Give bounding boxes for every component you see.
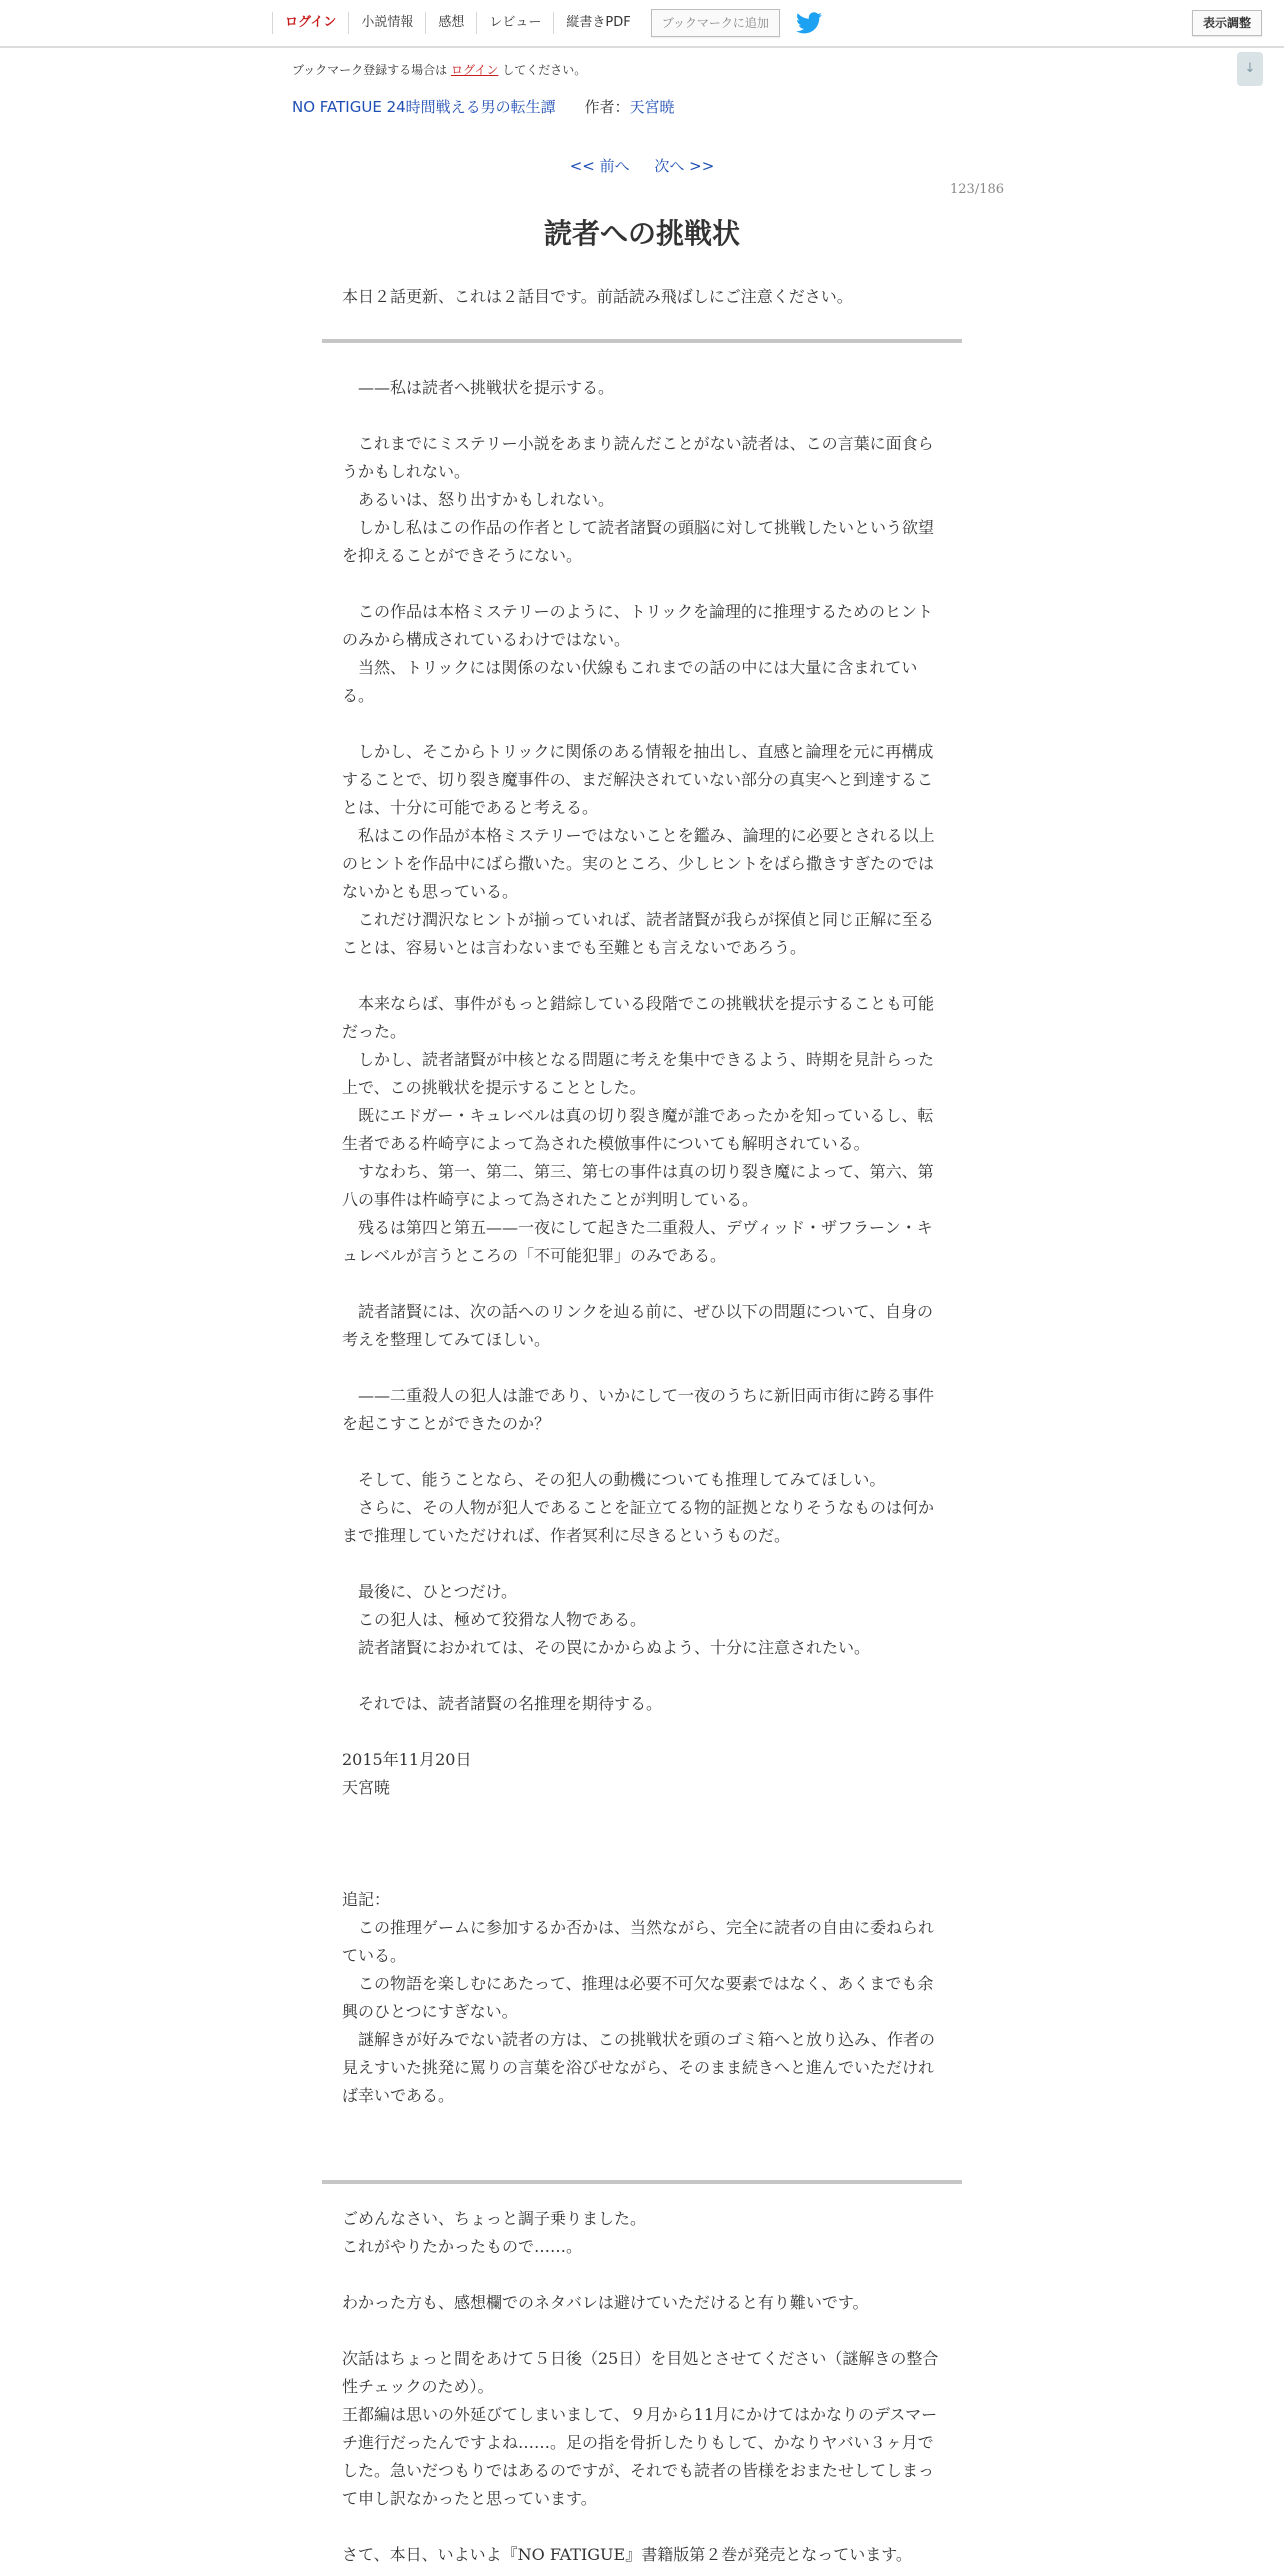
body-line: を抑えることができそうにない。: [342, 546, 583, 565]
afterword-line: [342, 2513, 942, 2541]
afterword: [342, 2205, 942, 2569]
body-line: とは、十分に可能であると考える。: [342, 798, 599, 817]
bookmark-notice-prefix: ブックマーク登録する場合は: [292, 63, 448, 77]
body-line: 読者諸賢におかれては、その罠にかからぬよう、十分に注意されたい。: [342, 1638, 871, 1657]
body-line: 追記：: [342, 1890, 391, 1909]
bookmark-notice-suffix: してください。: [502, 63, 587, 77]
afterword-line: さて、本日、いよいよ『NO FATIGUE』書籍版第２巻が発売となっています。: [342, 2545, 912, 2564]
body-line: [342, 1718, 942, 1746]
body-line: ——二重殺人の犯人は誰であり、いかにして一夜のうちに新旧両市街に跨る事件: [342, 1386, 935, 1405]
nav-novel-info[interactable]: 小説情報: [348, 12, 425, 34]
body-line: 興のひとつにすぎない。: [342, 2002, 518, 2021]
body-line: これまでにミステリー小説をあまり読んだことがない読者は、この言葉に面食ら: [342, 434, 934, 453]
body-line: [342, 1830, 942, 1858]
next-chapter-link[interactable]: 次へ >>: [654, 157, 715, 175]
nav-review[interactable]: レビュー: [476, 12, 553, 34]
body-line: ことは、容易いとは言わないまでも至難とも言えないであろう。: [342, 938, 807, 957]
afterword-line: [342, 2261, 942, 2289]
nav-vertical-pdf[interactable]: 縦書きPDF: [553, 12, 642, 34]
afterword-line: [342, 2317, 942, 2345]
body-line: 最後に、ひとつだけ。: [342, 1582, 518, 1601]
body-line: ——私は読者へ挑戦状を提示する。: [342, 378, 615, 397]
body-line: 私はこの作品が本格ミステリーではないことを鑑み、論理的に必要とされる以上: [342, 826, 935, 845]
afterword-line: わかった方も、感想欄でのネタバレは避けていただけると有り難いです。: [342, 2293, 869, 2312]
body-line: [342, 1550, 942, 1578]
prev-chapter-link[interactable]: << 前へ: [569, 157, 630, 175]
display-settings-button[interactable]: 表示調整: [1192, 10, 1262, 36]
body-line: [342, 1858, 942, 1886]
body-line: ば幸いである。: [342, 2086, 455, 2105]
preface-separator: [322, 339, 962, 343]
body-line: しかし、読者諸賢が中核となる問題に考えを集中できるよう、時期を見計らった: [342, 1050, 935, 1069]
body-line: この犯人は、極めて狡猾な人物である。: [342, 1610, 647, 1629]
body-line: [342, 570, 942, 598]
scroll-down-icon[interactable]: ↓: [1237, 52, 1263, 86]
afterword-line: 性チェックのため）。: [342, 2377, 494, 2396]
body-line: のみから構成されているわけではない。: [342, 630, 631, 649]
chapter-count: 123/186: [950, 182, 1005, 197]
body-line: 生者である杵崎亨によって為された模倣事件についても解明されている。: [342, 1134, 870, 1153]
body-line: この推理ゲームに参加するか否かは、当然ながら、完全に読者の自由に委ねられ: [342, 1918, 935, 1937]
body-line: そして、能うことなら、その犯人の動機についても推理してみてほしい。: [342, 1470, 886, 1489]
body-line: これだけ潤沢なヒントが揃っていれば、読者諸賢が我らが探偵と同じ正解に至る: [342, 910, 935, 929]
afterword-separator: [322, 2180, 962, 2184]
afterword-line: した。急いだつもりではあるのですが、それでも読者の皆様をおまたせしてしまっ: [342, 2461, 935, 2480]
body-line: 当然、トリックには関係のない伏線もこれまでの話の中には大量に含まれてい: [342, 658, 918, 677]
body-line: しかし、そこからトリックに関係のある情報を抽出し、直感と論理を元に再構成: [342, 742, 934, 761]
top-navigation-bar: [0, 0, 1284, 48]
body-line: を起こすことができたのか？: [342, 1414, 551, 1433]
body-line: 考えを整理してみてほしい。: [342, 1330, 551, 1349]
body-line: 既にエドガー・キュレベルは真の切り裂き魔が誰であったかを知っているし、転: [342, 1106, 934, 1125]
nav-impressions[interactable]: 感想: [425, 12, 476, 34]
body-line: 謎解きが好みでない読者の方は、この挑戦状を頭のゴミ箱へと放り込み、作者の: [342, 2030, 935, 2049]
body-line: まで推理していただければ、作者冥利に尽きるというものだ。: [342, 1526, 791, 1545]
body-line: それでは、読者諸賢の名推理を期待する。: [342, 1694, 663, 1713]
author-link[interactable]: 天宮暁: [629, 98, 675, 116]
body-line: 見えすいた挑発に罵りの言葉を浴びせながら、そのまま続きへと進んでいただけれ: [342, 2058, 935, 2077]
afterword-line: これがやりたかったもので……。: [342, 2237, 583, 2256]
afterword-line: 次話はちょっと間をあけて５日後（25日）を目処とさせてください（謎解きの整合: [342, 2349, 939, 2368]
body-line: 八の事件は杵崎亨によって為されたことが判明している。: [342, 1190, 759, 1209]
body-line: この作品は本格ミステリーのように、トリックを論理的に推理するためのヒント: [342, 602, 934, 621]
bookmark-login-link[interactable]: ログイン: [451, 63, 499, 77]
chapter-title: 読者への挑戦状: [543, 217, 740, 250]
body-line: ている。: [342, 1946, 407, 1965]
afterword-line: て申し訳なかったと思っています。: [342, 2489, 597, 2508]
nav-login[interactable]: ログイン: [272, 12, 348, 34]
chapter-pager: [0, 155, 1284, 176]
preface: [342, 283, 942, 311]
bookmark-notice: [292, 61, 586, 78]
body-line: [342, 1802, 942, 1830]
body-line: [342, 710, 942, 738]
body-line: さらに、その人物が犯人であることを証立てる物的証拠となりそうなものは何か: [342, 1498, 935, 1517]
body-line: [342, 1438, 942, 1466]
body-line: しかし私はこの作品の作者として読者諸賢の頭脳に対して挑戦したいという欲望: [342, 518, 935, 537]
novel-info-line: [292, 96, 674, 117]
body-line: 天宮暁: [342, 1778, 391, 1797]
body-line: うかもしれない。: [342, 462, 471, 481]
body-line: 読者諸賢には、次の話へのリンクを辿る前に、ぜひ以下の問題について、自身の: [342, 1302, 934, 1321]
body-line: 2015年11月20日: [342, 1750, 472, 1769]
twitter-icon[interactable]: [796, 12, 822, 34]
afterword-line: ごめんなさい、ちょっと調子乗りました。: [342, 2209, 647, 2228]
body-line: る。: [342, 686, 375, 705]
body-line: ないかとも思っている。: [342, 882, 519, 901]
afterword-line: 王都編は思いの外延びてしまいまして、９月から11月にかけてはかなりのデスマー: [342, 2405, 938, 2424]
body-line: すなわち、第一、第二、第三、第七の事件は真の切り裂き魔によって、第六、第: [342, 1162, 934, 1181]
body-line: 本来ならば、事件がもっと錯綜している段階でこの挑戦状を提示することも可能: [342, 994, 935, 1013]
body-line: 上で、この挑戦状を提示することとした。: [342, 1078, 646, 1097]
body-line: あるいは、怒り出すかもしれない。: [342, 490, 615, 509]
body-line: [342, 1270, 942, 1298]
body-line: ュレベルが言うところの「不可能犯罪」のみである。: [342, 1246, 727, 1265]
author-label: 作者：: [584, 98, 630, 116]
add-bookmark-button[interactable]: ブックマークに追加: [651, 9, 780, 37]
body-line: 残るは第四と第五——一夜にして起きた二重殺人、デヴィッド・ザフラーン・キ: [342, 1218, 933, 1237]
preface-line: 本日２話更新、これは２話目です。前話読み飛ばしにご注意ください。: [342, 287, 853, 306]
body-line: この物語を楽しむにあたって、推理は必要不可欠な要素ではなく、あくまでも余: [342, 1974, 934, 1993]
novel-title-link[interactable]: NO FATIGUE 24時間戦える男の転生譚: [292, 98, 556, 116]
body-line: のヒントを作品中にばら撒いた。実のところ、少しヒントをばら撒きすぎたのでは: [342, 854, 935, 873]
body-line: [342, 962, 942, 990]
body-line: だった。: [342, 1022, 407, 1041]
body-line: [342, 402, 942, 430]
body-line: [342, 1354, 942, 1382]
body-line: することで、切り裂き魔事件の、まだ解決されていない部分の真実へと到達するこ: [342, 770, 934, 789]
chapter-body: [342, 374, 942, 2110]
afterword-line: チ進行だったんですよね……。足の指を骨折したりもして、かなりヤバい３ヶ月で: [342, 2433, 934, 2452]
nav-menu: [272, 0, 822, 46]
body-line: [342, 1662, 942, 1690]
